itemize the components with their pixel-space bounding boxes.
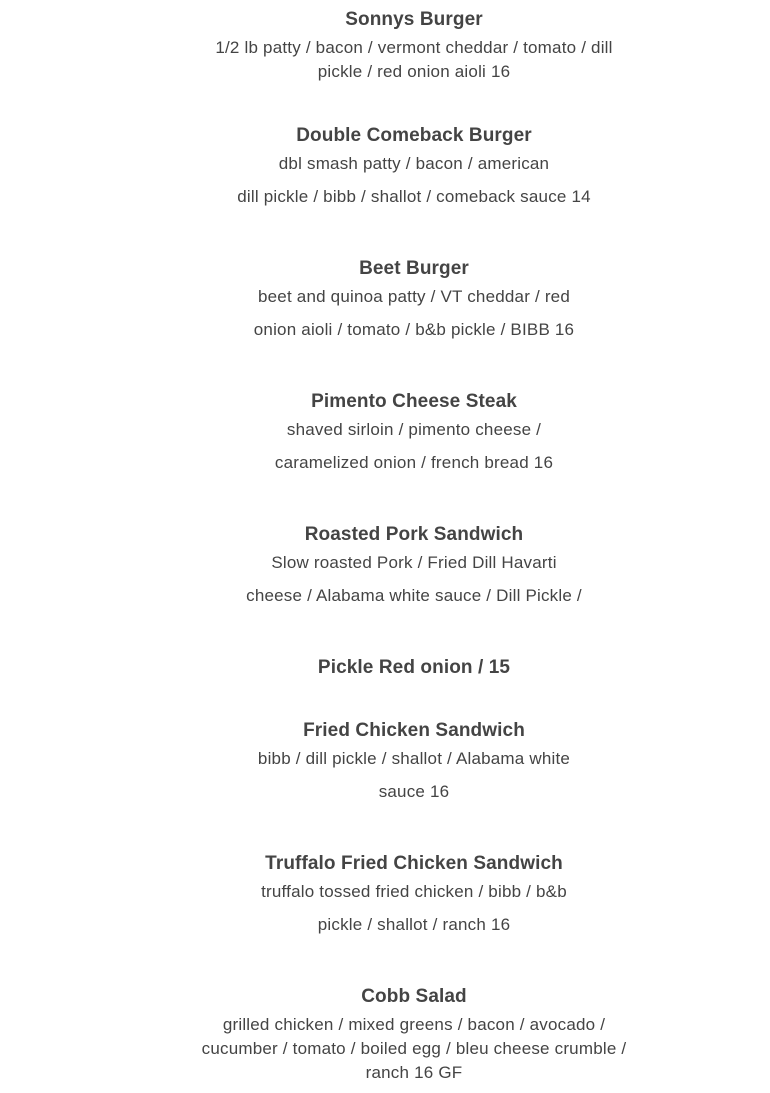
menu-item-description: Slow roasted Pork / Fried Dill Havarti: [271, 553, 557, 572]
menu-item-description: shaved sirloin / pimento cheese /: [286, 420, 542, 439]
menu-item-description: caramelized onion / french bread 16: [274, 453, 554, 472]
menu-item-description: sauce 16: [378, 782, 450, 801]
menu-item-title: Sonnys Burger: [345, 9, 483, 30]
menu-item-description: pickle / red onion aioli 16: [317, 62, 511, 81]
menu-item-title: Double Comeback Burger: [296, 125, 532, 146]
menu-item-description: grilled chicken / mixed greens / bacon / avocado /: [222, 1015, 606, 1034]
menu-item-title: Pickle Red onion / 15: [317, 657, 511, 678]
menu-item-title: Truffalo Fried Chicken Sandwich: [265, 853, 563, 874]
menu-item-description: ranch 16 GF: [365, 1063, 463, 1082]
menu-item-description: 1/2 lb patty / bacon / vermont cheddar / tomato / dill: [215, 38, 613, 57]
menu-item-description: truffalo tossed fried chicken / bibb / b&b: [261, 882, 567, 901]
menu-item-title: Pimento Cheese Steak: [311, 391, 517, 412]
menu-item-description: bibb / dill pickle / shallot / Alabama white: [257, 749, 571, 768]
menu-item-title: Cobb Salad: [361, 986, 467, 1007]
menu-item-description: cucumber / tomato / boiled egg / bleu cheese crumble /: [201, 1039, 627, 1058]
menu-item-description: dbl smash patty / bacon / american: [278, 154, 550, 173]
menu-item-description: onion aioli / tomato / b&b pickle / BIBB 16: [253, 320, 575, 339]
menu-item-description: dill pickle / bibb / shallot / comeback sauce 14: [237, 187, 591, 206]
menu-item-title: Roasted Pork Sandwich: [304, 524, 524, 545]
menu-item-title: Fried Chicken Sandwich: [303, 720, 525, 741]
menu-item-title: Beet Burger: [359, 258, 469, 279]
menu-item-description: pickle / shallot / ranch 16: [317, 915, 511, 934]
menu-item-description: beet and quinoa patty / VT cheddar / red: [257, 287, 570, 306]
menu-item-description: cheese / Alabama white sauce / Dill Pickle /: [246, 586, 582, 605]
